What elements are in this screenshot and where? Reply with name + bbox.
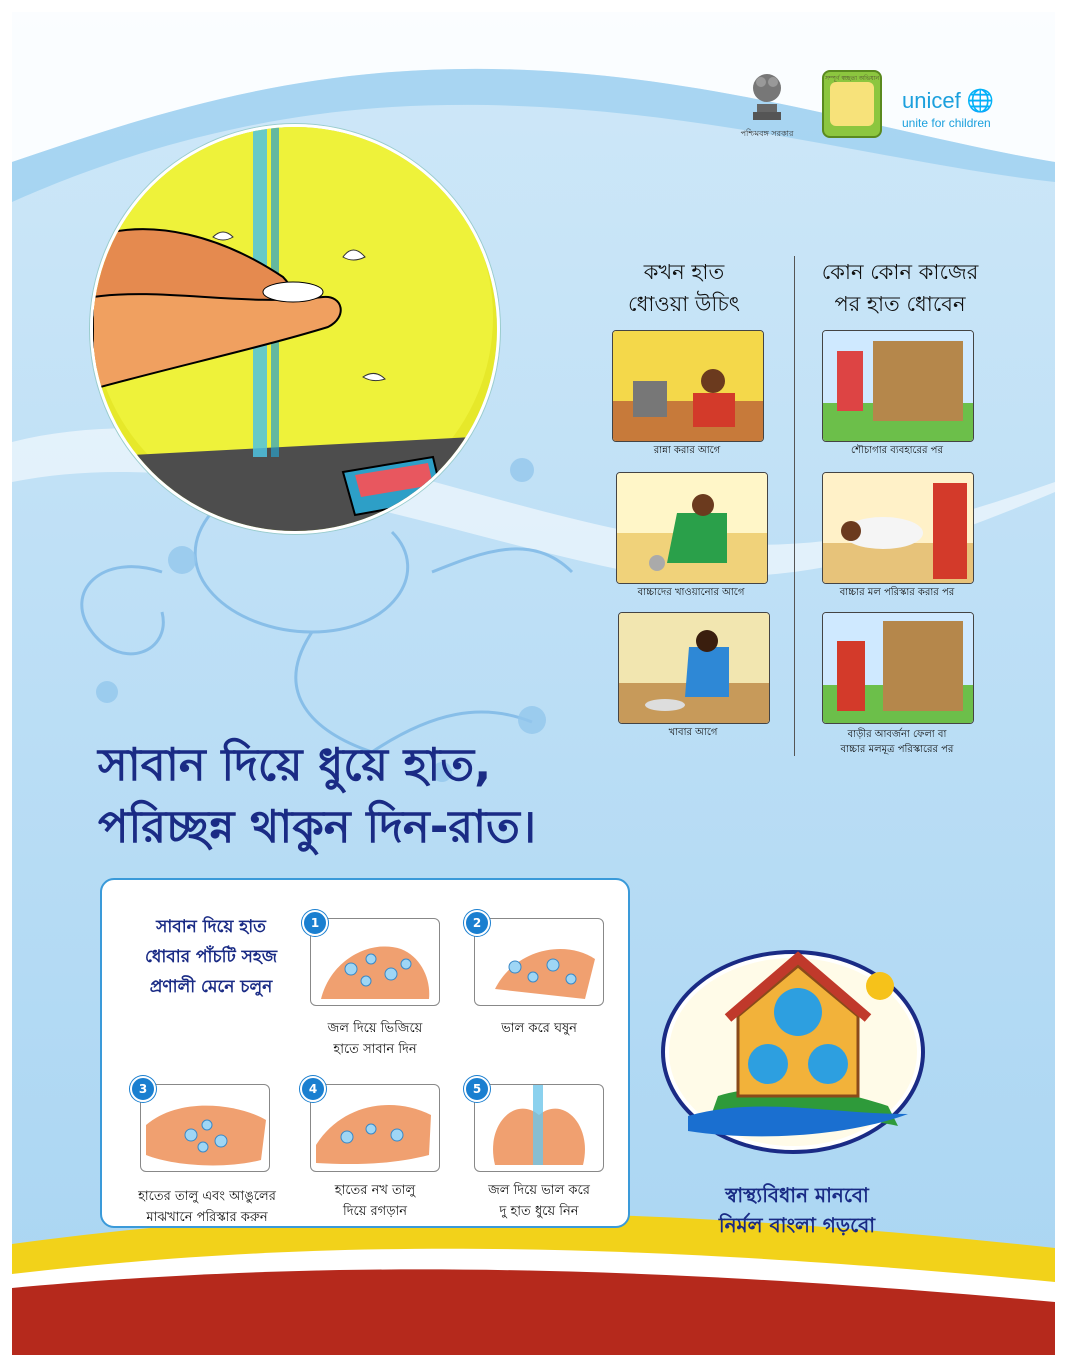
steps-intro	[118, 912, 304, 1002]
badge-slogan	[652, 1180, 942, 1240]
step-1-number: 1	[302, 910, 328, 936]
step-4-caption-line1: হাতের নখ তালু	[334, 1183, 416, 1198]
step-5-number: 5	[464, 1076, 490, 1102]
step-2-image	[474, 918, 604, 1006]
thumb-eating	[618, 612, 770, 724]
unicef-tagline: unite for children	[902, 116, 991, 130]
thumb-garbage	[822, 612, 974, 724]
nirmal-caption: সম্পূর্ণ স্বচ্ছতা অভিযান	[824, 75, 880, 82]
step-5-caption-line2: দু হাত ধুয়ে নিন	[499, 1204, 579, 1219]
badge-slogan-line1: স্বাস্থ্যবিধান মানবো	[725, 1183, 869, 1207]
handwashing-illustration	[90, 124, 500, 534]
caption-after-toilet: শৌচাগার ব্যবহারের পর	[851, 445, 943, 456]
step-1-caption-line1: জল দিয়ে ভিজিয়ে	[327, 1021, 423, 1036]
when-heading-line1: কখন হাত	[643, 260, 725, 284]
step-2-caption	[454, 1018, 624, 1039]
thumb-baby-cleaning	[822, 472, 974, 584]
emblem-caption: পশ্চিমবঙ্গ সরকার	[740, 129, 794, 138]
five-steps-panel	[100, 878, 630, 1228]
poster	[12, 12, 1055, 1355]
step-1-image	[310, 918, 440, 1006]
after-heading-line1: কোন কোন কাজের	[821, 260, 979, 284]
step-5-caption	[454, 1180, 624, 1222]
step-2-number: 2	[464, 910, 490, 936]
step-1-caption	[290, 1018, 460, 1060]
nirmal-bangla-badge	[658, 946, 928, 1158]
state-emblem-logo	[732, 62, 802, 142]
step-3-caption-line1: হাতের তালু এবং আঙুলের	[138, 1189, 276, 1204]
thumb-toilet	[822, 330, 974, 442]
steps-intro-line3: প্রণালী মেনে চলুন	[149, 977, 273, 997]
step-4-caption	[290, 1180, 460, 1222]
caption-after-baby-cleaning: বাচ্চার মল পরিস্কার করার পর	[839, 587, 955, 598]
nirmal-bharat-logo	[822, 70, 882, 138]
globe-icon: 🌐	[966, 88, 995, 113]
step-5-image	[474, 1084, 604, 1172]
slogan-line1: সাবান দিয়ে ধুয়ে হাত,	[98, 738, 492, 791]
main-slogan	[98, 734, 536, 858]
logo-strip	[724, 62, 1024, 152]
step-4-number: 4	[300, 1076, 326, 1102]
step-5-caption-line1: জল দিয়ে ভাল করে	[488, 1183, 590, 1198]
step-1-caption-line2: হাতে সাবান দিন	[333, 1042, 417, 1057]
caption-before-eating: খাবার আগে	[668, 727, 718, 738]
after-heading	[800, 256, 1000, 320]
when-heading	[604, 256, 764, 320]
when-heading-line2: ধোওয়া উচিৎ	[628, 292, 740, 316]
step-2-caption-line1: ভাল করে ঘষুন	[501, 1021, 577, 1036]
lion-capital-icon	[747, 64, 787, 126]
after-heading-line2: পর হাত ধোবেন	[834, 292, 966, 316]
step-3-image	[140, 1084, 270, 1172]
slogan-line2: পরিচ্ছন্ন থাকুন দিন-রাত।	[98, 800, 537, 853]
step-4-image	[310, 1084, 440, 1172]
unicef-logo	[902, 88, 994, 130]
step-3-caption	[112, 1186, 302, 1228]
column-divider	[794, 256, 795, 756]
badge-slogan-line2: নির্মল বাংলা গড়বো	[718, 1213, 876, 1237]
step-3-number: 3	[130, 1076, 156, 1102]
thumb-cooking	[612, 330, 764, 442]
caption-after-garbage-line1: বাড়ীর আবর্জনা ফেলা বা	[847, 729, 947, 740]
step-4-caption-line2: দিয়ে রগড়ান	[342, 1204, 408, 1219]
caption-before-feeding-children: বাচ্চাদের খাওয়ানোর আগে	[637, 587, 745, 598]
step-3-caption-line2: মাঝখানে পরিস্কার করুন	[146, 1210, 268, 1225]
unicef-name: unicef	[902, 88, 961, 113]
steps-intro-line2: ধোবার পাঁচটি সহজ	[144, 947, 278, 967]
caption-before-cooking: রান্না করার আগে	[653, 445, 721, 456]
caption-after-garbage-line2: বাচ্চার মলমূত্র পরিস্কারের পর	[840, 744, 954, 755]
steps-intro-line1: সাবান দিয়ে হাত	[156, 917, 266, 937]
thumb-feeding	[616, 472, 768, 584]
